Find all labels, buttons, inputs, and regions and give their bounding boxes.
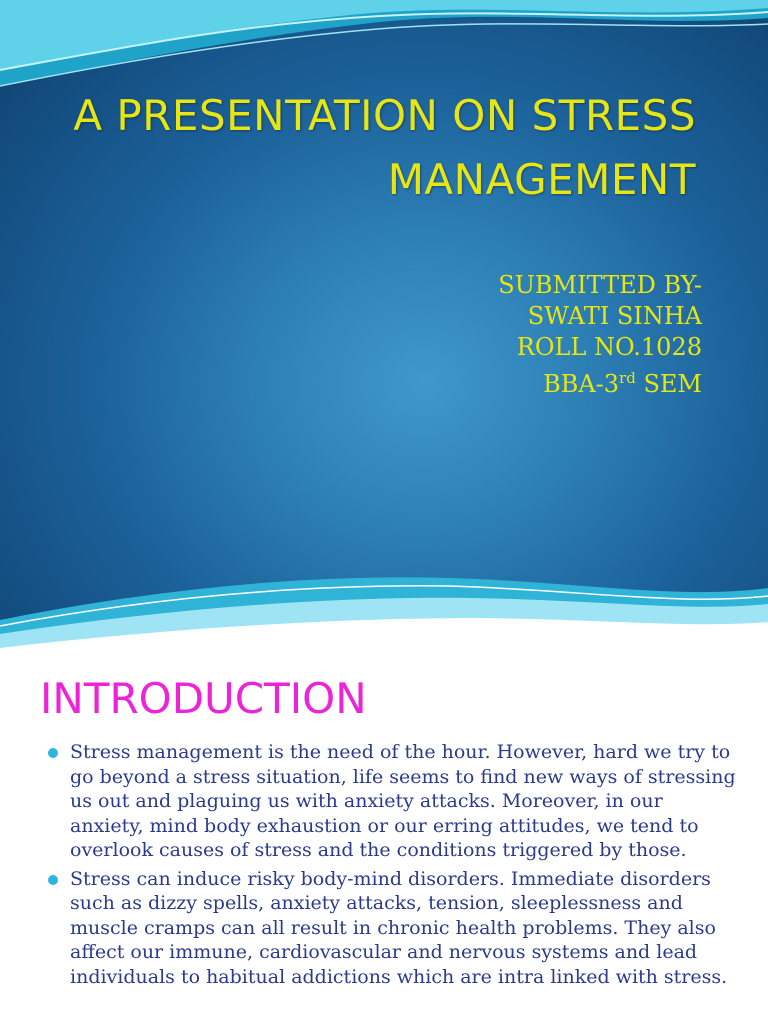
slide-title	[40, 84, 696, 212]
bullet-dot-icon	[48, 875, 58, 885]
course-semester	[498, 363, 702, 400]
submitted-by-label: SUBMITTED BY-	[498, 271, 702, 299]
course-superscript: rd	[619, 369, 636, 387]
introduction-slide	[0, 660, 768, 1024]
course-prefix: BBA-3	[543, 370, 620, 398]
submitted-by-block	[498, 270, 702, 400]
bullet-item	[48, 740, 738, 863]
title-line-2: MANAGEMENT	[387, 155, 696, 204]
bullet-item	[48, 867, 738, 990]
bullet-text: Stress management is the need of the hour. However, hard we try to go beyond a stress situation, life seems to find new ways of stressing us out and plaguing us with anxiety attacks. Moreover, in our anxiety, mind body exhaustion or our erring attitudes, we tend to overlook causes of stress and the conditions triggered by those.	[70, 741, 736, 861]
bullet-text: Stress can induce risky body-mind disorders. Immediate disorders such as dizzy spells, anxiety attacks, tension, sleeplessness and muscle cramps can all result in chronic health problems. They also affect our immune, cardiovascular and nervous systems and lead individuals to habitual addictions which are intra linked with stress.	[70, 867, 728, 988]
introduction-heading: INTRODUCTION	[40, 674, 367, 723]
roll-number: ROLL NO.1028	[516, 333, 702, 361]
bottom-wave-decoration	[0, 560, 768, 660]
bullet-list	[48, 740, 738, 993]
title-line-1: A PRESENTATION ON STRESS	[73, 91, 696, 140]
bullet-dot-icon	[48, 748, 58, 758]
course-suffix: SEM	[635, 370, 702, 398]
student-name: SWATI SINHA	[527, 302, 702, 330]
